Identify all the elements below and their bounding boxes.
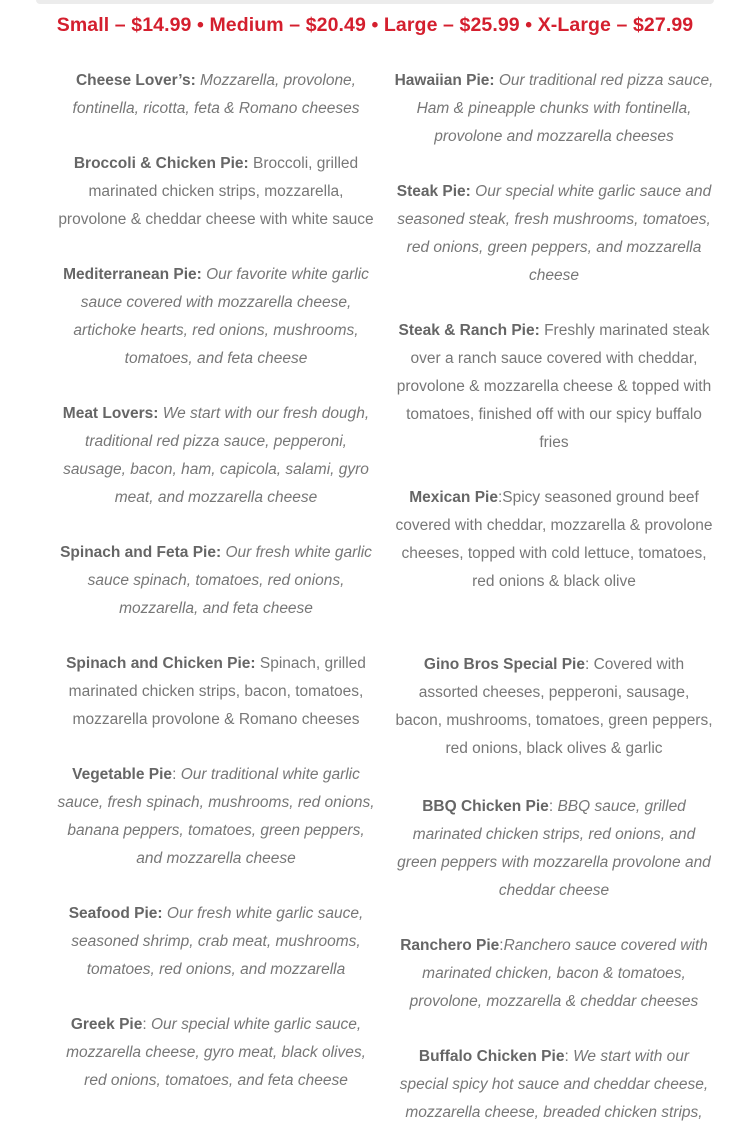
- menu-item-seafood-pie: [56, 900, 376, 984]
- menu-item-description: Our fresh white garlic sauce spinach, tomatoes, red onions, mozzarella, and feta cheese: [87, 544, 372, 617]
- menu-item-description: Ranchero sauce covered with marinated chicken, bacon & tomatoes, provolone, mozzarella & cheddar cheeses: [409, 937, 708, 1010]
- menu-item-description: Mozzarella, provolone, fontinella, ricotta, feta & Romano cheeses: [72, 72, 360, 117]
- menu-item-bbq-chicken-pie: BBQ Chicken Pie: BBQ sauce, grilled marinated chicken strips, red onions, and green peppers with mozzarella provolone and cheddar cheese: [397, 798, 711, 899]
- menu-item-description: We start with our fresh dough, traditional red pizza sauce, pepperoni, sausage, bacon, ham, capicola, salami, gyro meat, and mozzarella cheese: [63, 405, 370, 506]
- menu-item-description: Our favorite white garlic sauce covered with mozzarella cheese, artichoke hearts, red onions, mushrooms, tomatoes, and feta cheese: [73, 266, 369, 367]
- menu-item-description: Spinach, grilled marinated chicken strips, bacon, tomatoes, mozzarella provolone & Romano cheeses: [68, 655, 366, 728]
- menu-item-name: Cheese Lover’s:: [75, 72, 196, 89]
- menu-item-cheese-lovers: [56, 67, 376, 123]
- menu-column-left: [56, 67, 376, 1122]
- menu-item-name: Steak Pie:: [396, 183, 471, 200]
- menu-item-name: Vegetable Pie: [72, 766, 173, 783]
- menu-item-name: Steak & Ranch Pie:: [398, 322, 540, 339]
- menu-item-name: BBQ Chicken Pie: [422, 798, 549, 815]
- menu-item-description: Covered with assorted cheeses, pepperoni, sausage, bacon, mushrooms, tomatoes, green peppers, red onions, black olives & garlic: [395, 656, 713, 757]
- menu-item-name: Spinach and Feta Pie:: [60, 544, 222, 561]
- menu-item-name: Spinach and Chicken Pie:: [66, 655, 256, 672]
- menu-item-broccoli-chicken-pie: [56, 150, 376, 234]
- menu-item-description: Our special white garlic sauce and seasoned steak, fresh mushrooms, tomatoes, red onions, green peppers, and mozzarella cheese: [397, 183, 712, 284]
- menu-item-description: Spicy seasoned ground beef covered with cheddar, mozzarella & provolone cheeses, topped with cold lettuce, tomatoes, red onions & black olive: [395, 489, 713, 590]
- menu-item-gino-bros-special-pie: Gino Bros Special Pie: Covered with assorted cheeses, pepperoni, sausage, bacon, mushrooms, tomatoes, green peppers, red onions, black olives & garlic: [395, 656, 713, 757]
- size-price-list: Small – $14.99 • Medium – $20.49 • Large – $25.99 • X-Large – $27.99: [56, 14, 694, 36]
- menu-item-greek-pie: Greek Pie: Our special white garlic sauce, mozzarella cheese, gyro meat, black olives, red onions, tomatoes, and feta cheese: [66, 1016, 366, 1089]
- menu-item-name: Mediterranean Pie:: [63, 266, 202, 283]
- menu-item-name: Ranchero Pie: [400, 937, 500, 954]
- menu-item-name: Meat Lovers:: [62, 405, 159, 422]
- menu-item-spinach-feta-pie: [56, 539, 376, 623]
- menu-item-description: Broccoli, grilled marinated chicken strips, mozzarella, provolone & cheddar cheese with white sauce: [58, 155, 374, 228]
- menu-item-description: Our traditional white garlic sauce, fresh spinach, mushrooms, red onions, banana peppers, tomatoes, green peppers, and mozzarella cheese: [57, 766, 375, 867]
- top-divider: [36, 0, 714, 4]
- menu-column-right: [394, 67, 714, 1126]
- menu-item-hawaiian-pie: [394, 67, 714, 151]
- menu-item-mexican-pie: Mexican Pie:Spicy seasoned ground beef covered with cheddar, mozzarella & provolone cheeses, topped with cold lettuce, tomatoes, red onions & black olive: [395, 489, 713, 590]
- menu-item-vegetable-pie: Vegetable Pie: Our traditional white garlic sauce, fresh spinach, mushrooms, red onions, banana peppers, tomatoes, green peppers, and mozzarella cheese: [57, 766, 375, 867]
- menu-item-meat-lovers: [56, 400, 376, 512]
- menu-item-steak-ranch-pie: [394, 317, 714, 457]
- menu-item-description: Our fresh white garlic sauce, seasoned shrimp, crab meat, mushrooms, tomatoes, red onions, and mozzarella: [71, 905, 364, 978]
- menu-item-buffalo-chicken-pie: Buffalo Chicken Pie: We start with our special spicy hot sauce and cheddar cheese, mozzarella cheese, breaded chicken strips,: [399, 1048, 709, 1121]
- menu-item-name: Gino Bros Special Pie: [423, 656, 585, 673]
- menu-item-mediterranean-pie: [56, 261, 376, 373]
- menu-item-description: Our special white garlic sauce, mozzarella cheese, gyro meat, black olives, red onions, tomatoes, and feta cheese: [66, 1016, 366, 1089]
- menu-item-ranchero-pie: Ranchero Pie:Ranchero sauce covered with marinated chicken, bacon & tomatoes, provolone, mozzarella & cheddar cheeses: [400, 937, 708, 1010]
- menu-item-name: Buffalo Chicken Pie: [418, 1048, 565, 1065]
- menu-item-description: We start with our special spicy hot sauce and cheddar cheese, mozzarella cheese, breaded chicken strips,: [399, 1048, 709, 1121]
- menu-item-description: BBQ sauce, grilled marinated chicken strips, red onions, and green peppers with mozzarella provolone and cheddar cheese: [397, 798, 711, 899]
- menu-item-name: Mexican Pie: [409, 489, 498, 506]
- menu-item-name: Broccoli & Chicken Pie:: [73, 155, 249, 172]
- menu-item-description: Our traditional red pizza sauce, Ham & pineapple chunks with fontinella, provolone and mozzarella cheeses: [416, 72, 714, 145]
- menu-item-steak-pie: [394, 178, 714, 290]
- menu-item-description: Freshly marinated steak over a ranch sauce covered with cheddar, provolone & mozzarella cheese & topped with tomatoes, finished off with our spicy buffalo fries: [396, 322, 712, 451]
- menu-item-name: Hawaiian Pie:: [394, 72, 495, 89]
- menu-item-spinach-chicken-pie: [56, 650, 376, 734]
- menu-item-name: Greek Pie: [70, 1016, 143, 1033]
- menu-item-name: Seafood Pie:: [68, 905, 163, 922]
